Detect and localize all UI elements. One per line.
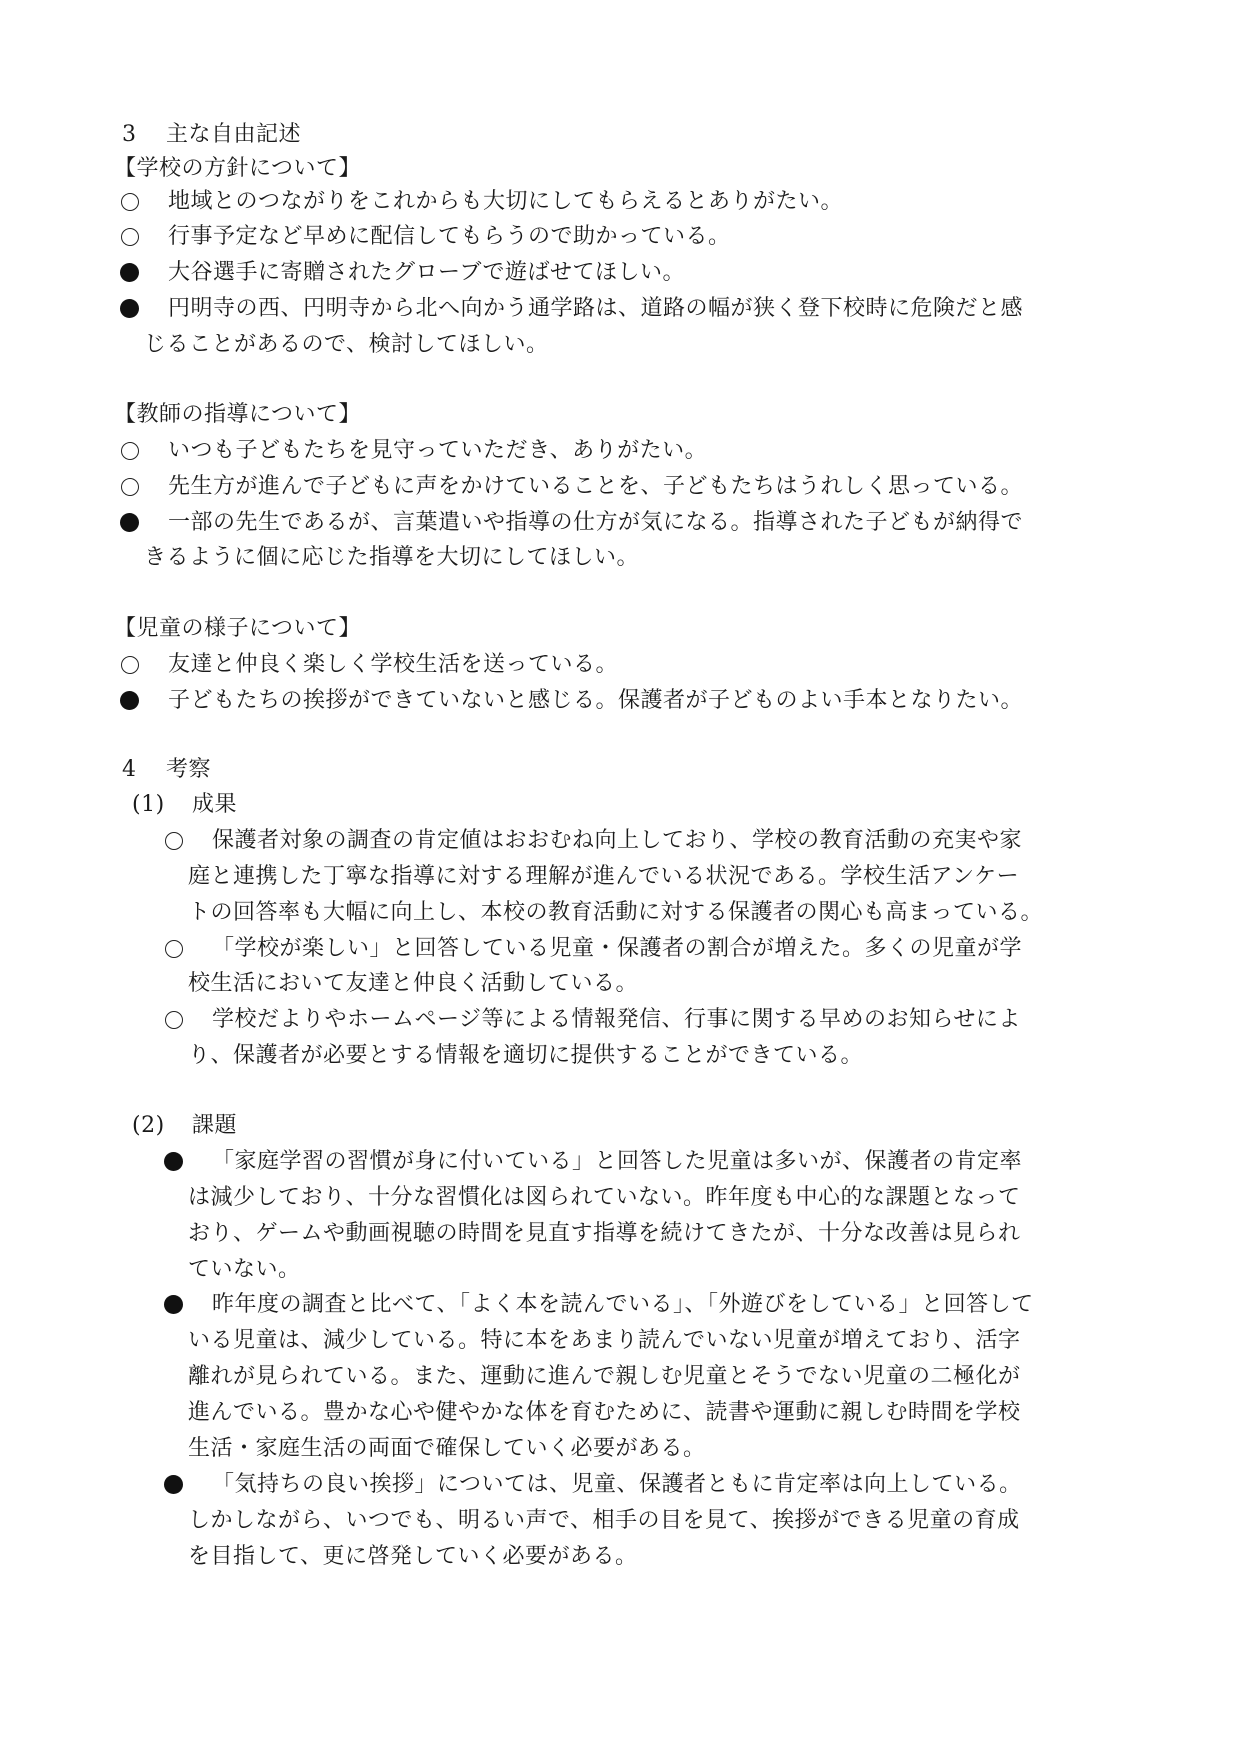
finding-line: 保護者対象の調査の肯定値はおおむね向上しており、学校の教育活動の充実や家 xyxy=(212,828,1023,853)
group-title-teacher-guidance: 【教師の指導について】 xyxy=(114,402,362,427)
issue-line-continued: しかしながら、いつでも、明るい声で、相手の目を見て、挨拶ができる児童の育成 xyxy=(188,1508,1020,1533)
open-circle-bullet-icon xyxy=(121,187,139,220)
group-title-student-conduct: 【児童の様子について】 xyxy=(114,616,362,641)
open-circle-bullet-icon xyxy=(121,436,139,469)
filled-circle-bullet-icon xyxy=(164,1470,183,1503)
comment-line: 先生方が進んで子どもに声をかけていることを、子どもたちはうれしく思っている。 xyxy=(168,474,1024,499)
comment-line: 一部の先生であるが、言葉遣いや指導の仕方が気になる。指導された子どもが納得で xyxy=(168,510,1024,535)
open-circle-bullet-icon xyxy=(165,934,183,967)
issue-line-continued: を目指して、更に啓発していく必要がある。 xyxy=(188,1544,638,1569)
finding-line-continued: 庭と連携した丁寧な指導に対する理解が進んでいる状況である。学校生活アンケー xyxy=(188,864,1020,889)
subsection-1-number: (1) xyxy=(132,792,165,817)
section-4-number: 4 xyxy=(122,757,137,782)
open-circle-bullet-icon xyxy=(165,826,183,859)
issue-line-continued: は減少しており、十分な習慣化は図られていない。昨年度も中心的な課題となって xyxy=(188,1185,1021,1210)
comment-line: 大谷選手に寄贈されたグローブで遊ばせてほしい。 xyxy=(168,260,686,285)
finding-line-continued: り、保護者が必要とする情報を適切に提供することができている。 xyxy=(188,1043,864,1068)
comment-line: 子どもたちの挨拶ができていないと感じる。保護者が子どものよい手本となりたい。 xyxy=(168,688,1024,713)
section-4-heading: 考察 xyxy=(166,757,212,782)
issue-line-continued: おり、ゲームや動画視聴の時間を見直す指導を続けてきたが、十分な改善は見られ xyxy=(188,1221,1021,1246)
comment-line: 円明寺の西、円明寺から北へ向かう通学路は、道路の幅が狭く登下校時に危険だと感 xyxy=(168,296,1024,321)
filled-circle-bullet-icon xyxy=(164,1290,183,1323)
finding-line-continued: トの回答率も大幅に向上し、本校の教育活動に対する保護者の関心も高まっている。 xyxy=(188,900,1044,925)
subsection-2-title: 課題 xyxy=(192,1113,238,1138)
open-circle-bullet-icon xyxy=(121,472,139,505)
filled-circle-bullet-icon xyxy=(164,1147,183,1180)
issue-line: 「家庭学習の習慣が身に付いている」と回答した児童は多いが、保護者の肯定率 xyxy=(212,1149,1023,1174)
issue-line: 昨年度の調査と比べて、「よく本を読んでいる」、「外遊びをしている」と回答して xyxy=(212,1292,1034,1317)
subsection-1-title: 成果 xyxy=(192,792,238,817)
filled-circle-bullet-icon xyxy=(120,294,139,327)
open-circle-bullet-icon xyxy=(121,222,139,255)
comment-line: いつも子どもたちを見守っていただき、ありがたい。 xyxy=(168,438,708,463)
issue-line-continued: ていない。 xyxy=(188,1257,301,1282)
filled-circle-bullet-icon xyxy=(120,686,139,719)
section-3-number: 3 xyxy=(122,122,137,147)
open-circle-bullet-icon xyxy=(165,1005,183,1038)
comment-line: 行事予定など早めに配信してもらうので助かっている。 xyxy=(168,224,731,249)
comment-line-continued: じることがあるので、検討してほしい。 xyxy=(144,332,549,357)
finding-line: 学校だよりやホームページ等による情報発信、行事に関する早めのお知らせによ xyxy=(212,1007,1021,1032)
open-circle-bullet-icon xyxy=(121,650,139,683)
subsection-2-number: (2) xyxy=(132,1113,165,1138)
finding-line-continued: 校生活において友達と仲良く活動している。 xyxy=(188,971,639,996)
comment-line: 地域とのつながりをこれからも大切にしてもらえるとありがたい。 xyxy=(168,189,844,214)
filled-circle-bullet-icon xyxy=(120,508,139,541)
issue-line-continued: 進んでいる。豊かな心や健やかな体を育むために、読書や運動に親しむ時間を学校 xyxy=(188,1400,1021,1425)
issue-line-continued: 生活・家庭生活の両面で確保していく必要がある。 xyxy=(188,1436,706,1461)
comment-line: 友達と仲良く楽しく学校生活を送っている。 xyxy=(168,652,619,677)
issue-line: 「気持ちの良い挨拶」については、児童、保護者ともに肯定率は向上している。 xyxy=(212,1472,1022,1497)
issue-line-continued: いる児童は、減少している。特に本をあまり読んでいない児童が増えており、活字 xyxy=(188,1328,1021,1353)
finding-line: 「学校が楽しい」と回答している児童・保護者の割合が増えた。多くの児童が学 xyxy=(212,936,1023,961)
filled-circle-bullet-icon xyxy=(120,258,139,291)
section-3-heading: 主な自由記述 xyxy=(166,122,302,147)
comment-line-continued: きるように個に応じた指導を大切にしてほしい。 xyxy=(144,545,640,570)
group-title-school-policy: 【学校の方針について】 xyxy=(114,156,362,181)
issue-line-continued: 離れが見られている。また、運動に進んで親しむ児童とそうでない児童の二極化が xyxy=(188,1364,1021,1389)
